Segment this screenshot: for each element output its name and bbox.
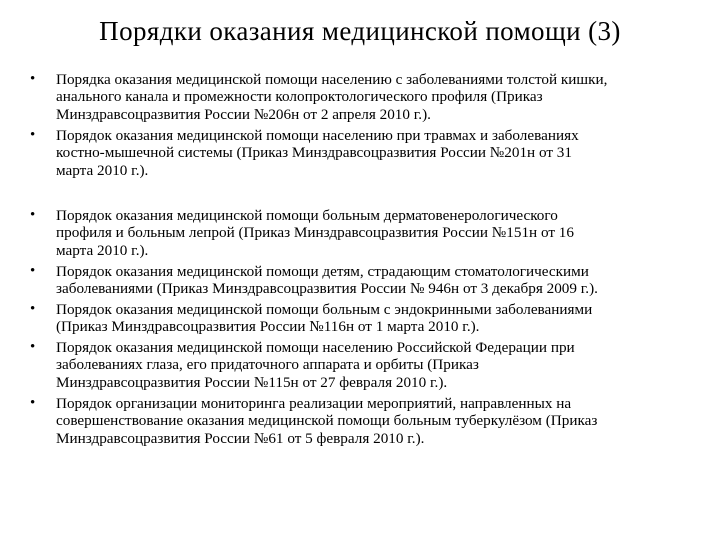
list-item-text	[56, 339, 716, 391]
bullet-dot-icon: •	[30, 127, 36, 143]
text-line: марта 2010 г.).	[56, 241, 149, 259]
slide-title: Порядки оказания медицинской помощи (3)	[99, 16, 621, 46]
list-item-text	[56, 395, 716, 447]
text-line: Порядок оказания медицинской помощи больным дерматовенерологического	[56, 207, 558, 224]
text-line: Минздравсоцразвития России №61 от 5 февраля 2010 г.).	[56, 429, 425, 447]
bullet-dot-icon: •	[30, 71, 36, 87]
list-item-text	[56, 71, 716, 123]
bullet-dot-icon: •	[30, 339, 36, 355]
bullet-dot-icon: •	[30, 263, 36, 279]
bullet-dot-icon: •	[30, 207, 36, 223]
text-line: Порядка оказания медицинской помощи населению с заболеваниями толстой кишки,	[56, 71, 608, 88]
bullet-dot-icon: •	[30, 395, 36, 411]
text-line: Порядок оказания медицинской помощи населению при травмах и заболеваниях	[56, 127, 579, 144]
text-line: профиля и больным лепрой (Приказ Минздравсоцразвития России №151н от 16	[56, 224, 574, 242]
list-item-text	[56, 207, 716, 259]
list-item-text	[56, 301, 716, 336]
text-line: Минздравсоцразвития России №206н от 2 апреля 2010 г.).	[56, 105, 431, 123]
text-line: совершенствование оказания медицинской помощи больным туберкулёзом (Приказ	[56, 412, 598, 430]
text-line: анального канала и промежности колопроктологического профиля (Приказ	[56, 88, 543, 106]
text-line: Порядок оказания медицинской помощи детям, страдающим стоматологическими	[56, 263, 589, 280]
bullet-dot-icon: •	[30, 301, 36, 317]
text-line: (Приказ Минздравсоцразвития России №116н от 1 марта 2010 г.).	[56, 318, 480, 336]
text-line: костно-мышечной системы (Приказ Минздравсоцразвития России №201н от 31	[56, 144, 572, 162]
list-item-text	[56, 127, 716, 179]
text-line: Порядок оказания медицинской помощи населению Российской Федерации при	[56, 339, 575, 356]
text-line: Порядок организации мониторинга реализации мероприятий, направленных на	[56, 395, 572, 412]
list-item-text	[56, 263, 716, 298]
text-line: марта 2010 г.).	[56, 161, 149, 179]
text-line: заболеваниями (Приказ Минздравсоцразвития России № 946н от 3 декабря 2009 г.).	[56, 280, 598, 298]
text-line: заболеваниях глаза, его придаточного аппарата и орбиты (Приказ	[56, 356, 479, 374]
text-line: Порядок оказания медицинской помощи больным с эндокринными заболеваниями	[56, 301, 593, 318]
text-line: Минздравсоцразвития России №115н от 27 февраля 2010 г.).	[56, 373, 448, 391]
